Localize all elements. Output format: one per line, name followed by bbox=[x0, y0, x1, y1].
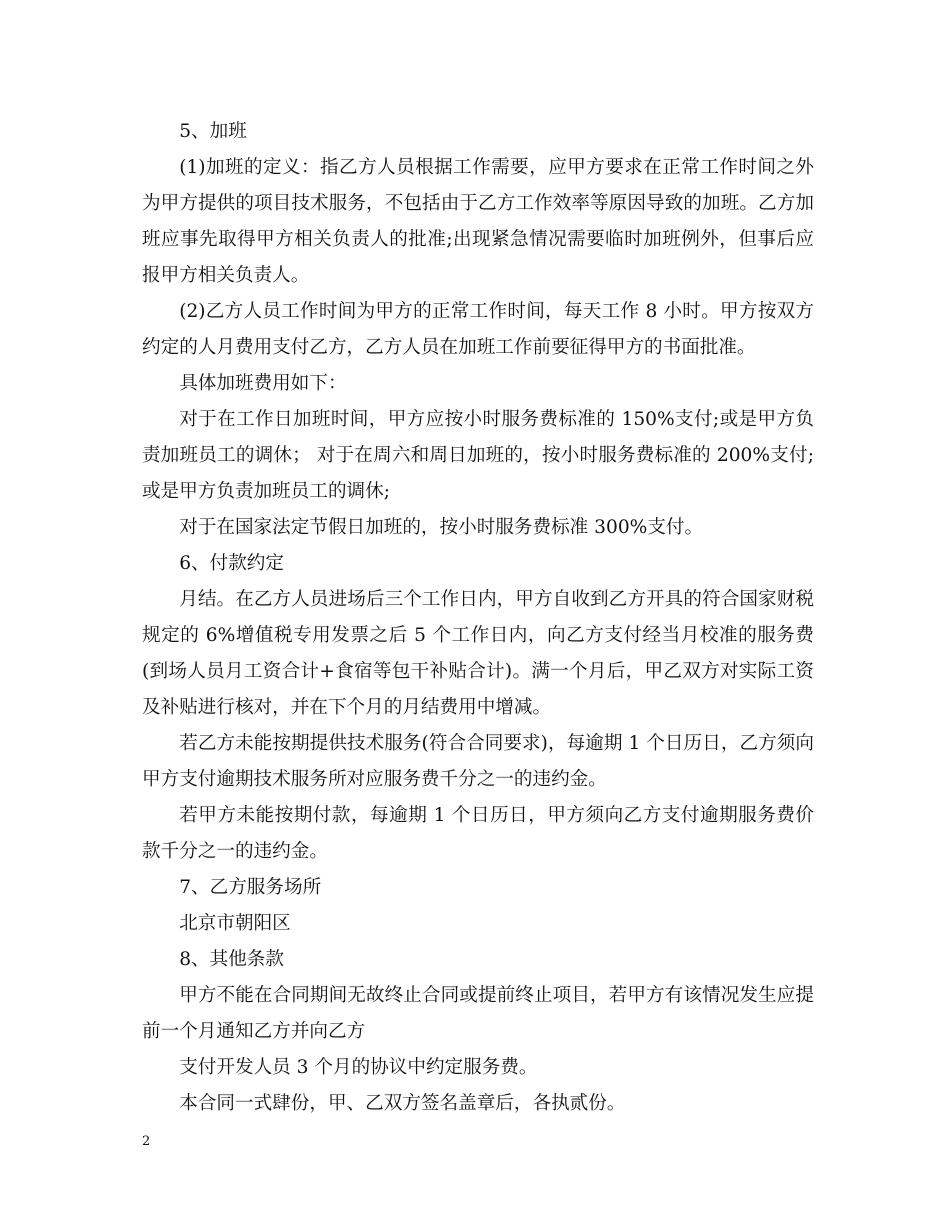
paragraph-monthly-settlement: 月结。在乙方人员进场后三个工作日内，甲方自收到乙方开具的符合国家财税规定的 6%增值税专用发票之后 5 个工作日内，向乙方支付经当月校准的服务费(到场人员月工资合计+食宿等包干补贴合计)。满一个月后，甲乙双方对实际工资及补贴进行核对，并在下个月的月结费用中增减。 bbox=[142, 589, 814, 718]
paragraph-weekday-weekend-overtime: 对于在工作日加班时间，甲方应按小时服务费标准的 150%支付;或是甲方负责加班员工的调休； 对于在周六和周日加班的，按小时服务费标准的 200%支付;或是甲方负责加班员工的调休; bbox=[142, 409, 814, 502]
section-heading-payment: 6、付款约定 bbox=[179, 553, 284, 574]
paragraph-party-a-penalty: 若甲方未能按期付款，每逾期 1 个日历日，甲方须向乙方支付逾期服务费价款千分之一的违约金。 bbox=[142, 805, 814, 862]
page-number: 2 bbox=[142, 1134, 151, 1149]
document-body bbox=[142, 114, 814, 1122]
paragraph-termination: 甲方不能在合同期间无故终止合同或提前终止项目，若甲方有该情况发生应提前一个月通知乙方并向乙方 bbox=[142, 985, 814, 1042]
paragraph-overtime-fees-intro: 具体加班费用如下： bbox=[179, 373, 347, 394]
paragraph-service-location: 北京市朝阳区 bbox=[179, 913, 291, 934]
section-heading-overtime: 5、加班 bbox=[179, 121, 247, 142]
section-heading-other-terms: 8、其他条款 bbox=[179, 949, 284, 970]
paragraph-termination-fee: 支付开发人员 3 个月的协议中约定服务费。 bbox=[179, 1057, 538, 1078]
paragraph-working-hours: (2)乙方人员工作时间为甲方的正常工作时间，每天工作 8 小时。甲方按双方约定的人月费用支付乙方，乙方人员在加班工作前要征得甲方的书面批准。 bbox=[142, 301, 814, 358]
paragraph-overtime-definition: (1)加班的定义：指乙方人员根据工作需要，应甲方要求在正常工作时间之外为甲方提供的项目技术服务，不包括由于乙方工作效率等原因导致的加班。乙方加班应事先取得甲方相关负责人的批准;出现紧急情况需要临时加班例外，但事后应报甲方相关负责人。 bbox=[142, 157, 814, 286]
paragraph-party-b-penalty: 若乙方未能按期提供技术服务(符合合同要求)，每逾期 1 个日历日，乙方须向甲方支付逾期技术服务所对应服务费千分之一的违约金。 bbox=[142, 733, 814, 790]
paragraph-copies: 本合同一式肆份，甲、乙双方签名盖章后，各执贰份。 bbox=[179, 1093, 626, 1114]
section-heading-service-location: 7、乙方服务场所 bbox=[179, 877, 322, 898]
paragraph-holiday-overtime: 对于在国家法定节假日加班的，按小时服务费标准 300%支付。 bbox=[179, 517, 704, 538]
